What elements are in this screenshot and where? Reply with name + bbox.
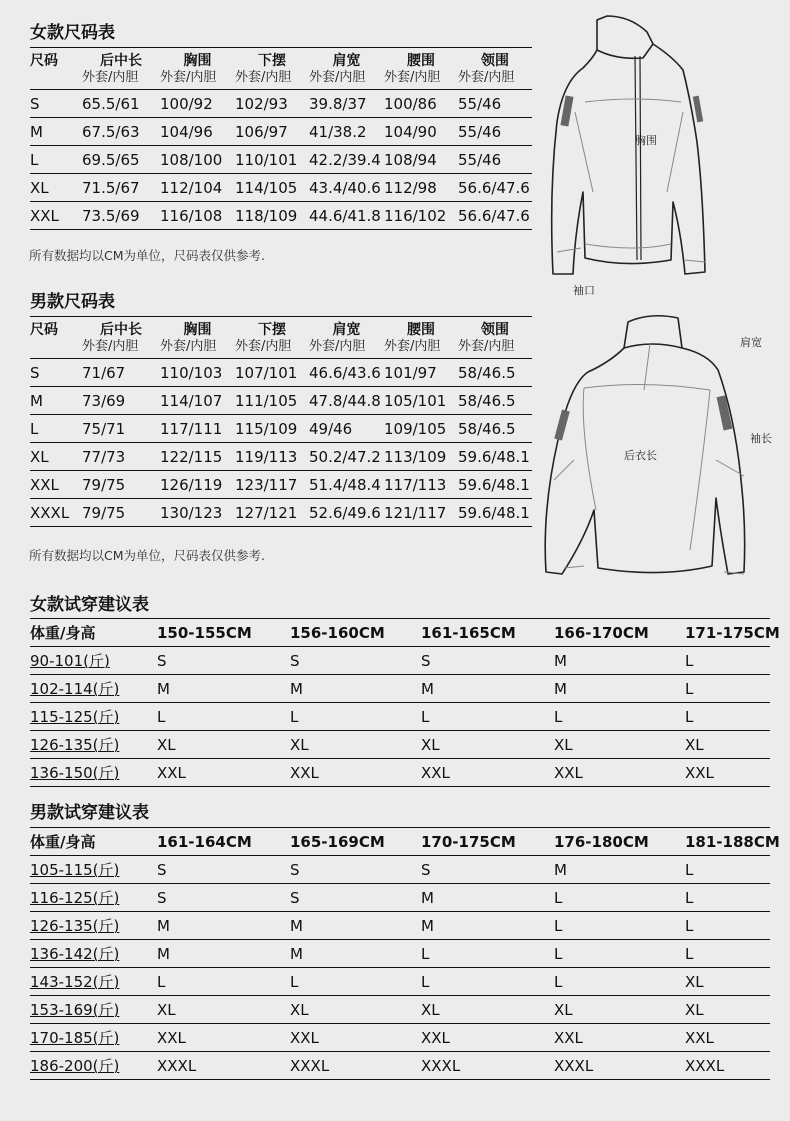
recommended-size-cell: XXXL bbox=[554, 1056, 594, 1075]
measurement-cell: 101/97 bbox=[384, 363, 437, 382]
table-row bbox=[30, 146, 532, 174]
measurement-cell: 55/46 bbox=[458, 122, 502, 141]
measurement-cell: 55/46 bbox=[458, 94, 502, 113]
column-header-sublabel: 外套/内胆 bbox=[235, 339, 292, 354]
women-size-table bbox=[30, 47, 532, 230]
men-fit-chart-title: 男款试穿建议表 bbox=[30, 803, 149, 823]
measurement-cell: 130/123 bbox=[160, 503, 223, 522]
column-header bbox=[235, 317, 309, 359]
measurement-cell: 100/92 bbox=[160, 94, 213, 113]
recommended-size-cell: S bbox=[421, 651, 431, 670]
column-header-sublabel: 外套/内胆 bbox=[384, 70, 441, 85]
recommended-size-cell: L bbox=[685, 651, 694, 670]
recommended-size-cell: XL bbox=[421, 735, 440, 754]
table-row bbox=[30, 703, 770, 731]
table-header-row bbox=[30, 828, 770, 856]
measurement-cell: 116/108 bbox=[160, 206, 223, 225]
recommended-size-cell: XL bbox=[685, 1000, 704, 1019]
men-size-table bbox=[30, 316, 532, 527]
cuff-label: 袖口 bbox=[573, 284, 595, 297]
measurement-cell: 75/71 bbox=[82, 419, 126, 438]
recommended-size-cell: XXL bbox=[685, 1028, 714, 1047]
recommended-size-cell: XXL bbox=[157, 763, 186, 782]
column-header-label: 后中长 bbox=[100, 53, 142, 69]
measurement-cell: 126/119 bbox=[160, 475, 223, 494]
table-row bbox=[30, 968, 770, 996]
measurement-cell: 47.8/44.8 bbox=[309, 391, 381, 410]
column-header: 161-164CM bbox=[157, 832, 252, 851]
measurement-cell: 102/93 bbox=[235, 94, 288, 113]
recommended-size-cell: L bbox=[685, 916, 694, 935]
recommended-size-cell: XXXL bbox=[685, 1056, 725, 1075]
column-header bbox=[82, 48, 160, 90]
measurement-cell: 56.6/47.6 bbox=[458, 206, 530, 225]
measurement-cell: 114/107 bbox=[160, 391, 223, 410]
recommended-size-cell: XL bbox=[685, 735, 704, 754]
recommended-size-cell: S bbox=[290, 651, 300, 670]
measurement-cell: 111/105 bbox=[235, 391, 298, 410]
table-header-row bbox=[30, 619, 770, 647]
weight-range-cell: 102-114(斤) bbox=[30, 680, 120, 698]
column-header: 176-180CM bbox=[554, 832, 649, 851]
measurement-cell: 77/73 bbox=[82, 447, 126, 466]
recommended-size-cell: L bbox=[685, 679, 694, 698]
weight-range-cell: 126-135(斤) bbox=[30, 917, 120, 935]
measurement-cell: 104/96 bbox=[160, 122, 213, 141]
table-row bbox=[30, 443, 532, 471]
measurement-cell: 108/94 bbox=[384, 150, 437, 169]
measurement-cell: 44.6/41.8 bbox=[309, 206, 381, 225]
recommended-size-cell: M bbox=[554, 679, 567, 698]
measurement-cell: 122/115 bbox=[160, 447, 223, 466]
recommended-size-cell: L bbox=[290, 707, 299, 726]
recommended-size-cell: XL bbox=[421, 1000, 440, 1019]
measurement-cell: 123/117 bbox=[235, 475, 298, 494]
jacket-back-icon bbox=[540, 310, 785, 580]
recommended-size-cell: M bbox=[157, 944, 170, 963]
column-header-label: 胸围 bbox=[183, 53, 212, 69]
shoulder-width-label: 肩宽 bbox=[740, 336, 762, 349]
size-cell: M bbox=[30, 122, 43, 141]
recommended-size-cell: M bbox=[290, 679, 303, 698]
weight-range-cell: 136-150(斤) bbox=[30, 764, 120, 782]
measurement-cell: 71.5/67 bbox=[82, 178, 140, 197]
table-row bbox=[30, 1052, 770, 1080]
recommended-size-cell: XL bbox=[290, 1000, 309, 1019]
measurement-cell: 109/105 bbox=[384, 419, 447, 438]
column-header-label: 肩宽 bbox=[332, 322, 361, 338]
measurement-cell: 41/38.2 bbox=[309, 122, 367, 141]
size-cell: XL bbox=[30, 447, 49, 466]
back-jacket-illustration bbox=[540, 310, 785, 580]
recommended-size-cell: XXXL bbox=[290, 1056, 330, 1075]
measurement-cell: 39.8/37 bbox=[309, 94, 367, 113]
recommended-size-cell: L bbox=[685, 888, 694, 907]
recommended-size-cell: L bbox=[421, 972, 430, 991]
size-cell: XXL bbox=[30, 206, 59, 225]
weight-range-cell: 186-200(斤) bbox=[30, 1057, 120, 1075]
size-cell: S bbox=[30, 94, 40, 113]
table-row bbox=[30, 471, 532, 499]
recommended-size-cell: M bbox=[421, 916, 434, 935]
measurement-cell: 114/105 bbox=[235, 178, 298, 197]
table-row bbox=[30, 90, 532, 118]
measurement-cell: 71/67 bbox=[82, 363, 126, 382]
recommended-size-cell: M bbox=[421, 679, 434, 698]
recommended-size-cell: XXL bbox=[685, 763, 714, 782]
women-fit-table bbox=[30, 618, 780, 787]
recommended-size-cell: L bbox=[290, 972, 299, 991]
size-cell: S bbox=[30, 363, 40, 382]
column-header-label: 后中长 bbox=[100, 322, 142, 338]
table-row bbox=[30, 359, 532, 387]
weight-range-cell: 153-169(斤) bbox=[30, 1001, 120, 1019]
recommended-size-cell: XXL bbox=[554, 763, 583, 782]
column-header-label: 领围 bbox=[481, 322, 509, 338]
measurement-cell: 67.5/63 bbox=[82, 122, 140, 141]
measurement-cell: 127/121 bbox=[235, 503, 298, 522]
recommended-size-cell: M bbox=[421, 888, 434, 907]
back-length-label: 后衣长 bbox=[624, 449, 657, 462]
recommended-size-cell: L bbox=[554, 944, 563, 963]
column-header-sublabel: 外套/内胆 bbox=[235, 70, 292, 85]
recommended-size-cell: XL bbox=[157, 1000, 176, 1019]
recommended-size-cell: XL bbox=[157, 735, 176, 754]
recommended-size-cell: XL bbox=[290, 735, 309, 754]
recommended-size-cell: L bbox=[554, 972, 563, 991]
recommended-size-cell: M bbox=[554, 860, 567, 879]
size-cell: L bbox=[30, 419, 39, 438]
table-row bbox=[30, 202, 532, 230]
recommended-size-cell: L bbox=[157, 707, 166, 726]
size-cell: XL bbox=[30, 178, 49, 197]
measurement-cell: 105/101 bbox=[384, 391, 447, 410]
recommended-size-cell: S bbox=[157, 888, 167, 907]
weight-range-cell: 116-125(斤) bbox=[30, 889, 120, 907]
table-row bbox=[30, 759, 770, 787]
column-header: 体重/身高 bbox=[30, 624, 96, 642]
table-row bbox=[30, 884, 770, 912]
table-row bbox=[30, 499, 532, 527]
weight-range-cell: 136-142(斤) bbox=[30, 945, 120, 963]
size-cell: XXL bbox=[30, 475, 59, 494]
table-row bbox=[30, 996, 770, 1024]
table-header-row bbox=[30, 48, 532, 90]
recommended-size-cell: S bbox=[157, 651, 167, 670]
column-header-sublabel: 外套/内胆 bbox=[160, 339, 217, 354]
men-size-note: 所有数据均以CM为单位，尺码表仅供参考. bbox=[29, 548, 265, 563]
table-header-row bbox=[30, 317, 532, 359]
measurement-cell: 104/90 bbox=[384, 122, 437, 141]
recommended-size-cell: L bbox=[554, 916, 563, 935]
measurement-cell: 73/69 bbox=[82, 391, 126, 410]
column-header-label: 尺码 bbox=[30, 322, 58, 338]
column-header bbox=[82, 317, 160, 359]
column-header-label: 腰围 bbox=[407, 53, 435, 69]
column-header-sublabel: 外套/内胆 bbox=[458, 70, 515, 85]
column-header: 156-160CM bbox=[290, 623, 385, 642]
table-row bbox=[30, 174, 532, 202]
front-jacket-illustration bbox=[545, 12, 760, 297]
recommended-size-cell: XXL bbox=[421, 1028, 450, 1047]
column-header bbox=[309, 48, 384, 90]
measurement-cell: 100/86 bbox=[384, 94, 437, 113]
measurement-cell: 65.5/61 bbox=[82, 94, 140, 113]
measurement-cell: 116/102 bbox=[384, 206, 447, 225]
recommended-size-cell: XXL bbox=[157, 1028, 186, 1047]
column-header: 166-170CM bbox=[554, 623, 649, 642]
weight-range-cell: 126-135(斤) bbox=[30, 736, 120, 754]
table-row bbox=[30, 415, 532, 443]
recommended-size-cell: L bbox=[157, 972, 166, 991]
measurement-cell: 43.4/40.6 bbox=[309, 178, 381, 197]
measurement-cell: 117/111 bbox=[160, 419, 223, 438]
weight-range-cell: 170-185(斤) bbox=[30, 1029, 120, 1047]
table-row bbox=[30, 647, 770, 675]
table-row bbox=[30, 731, 770, 759]
column-header bbox=[458, 317, 532, 359]
column-header-label: 尺码 bbox=[30, 53, 58, 69]
column-header-sublabel: 外套/内胆 bbox=[82, 70, 139, 85]
recommended-size-cell: XXXL bbox=[157, 1056, 197, 1075]
measurement-cell: 46.6/43.6 bbox=[309, 363, 381, 382]
weight-range-cell: 143-152(斤) bbox=[30, 973, 120, 991]
weight-range-cell: 115-125(斤) bbox=[30, 708, 120, 726]
column-header-label: 肩宽 bbox=[332, 53, 361, 69]
recommended-size-cell: XXL bbox=[554, 1028, 583, 1047]
measurement-cell: 113/109 bbox=[384, 447, 447, 466]
column-header bbox=[160, 48, 235, 90]
measurement-cell: 112/98 bbox=[384, 178, 437, 197]
column-header bbox=[309, 317, 384, 359]
column-header-sublabel: 外套/内胆 bbox=[309, 339, 366, 354]
recommended-size-cell: L bbox=[685, 860, 694, 879]
table-row bbox=[30, 940, 770, 968]
column-header bbox=[160, 317, 235, 359]
measurement-cell: 107/101 bbox=[235, 363, 298, 382]
recommended-size-cell: S bbox=[157, 860, 167, 879]
measurement-cell: 55/46 bbox=[458, 150, 502, 169]
column-header-sublabel: 外套/内胆 bbox=[82, 339, 139, 354]
recommended-size-cell: M bbox=[554, 651, 567, 670]
women-size-note: 所有数据均以CM为单位，尺码表仅供参考. bbox=[29, 248, 265, 263]
measurement-cell: 108/100 bbox=[160, 150, 223, 169]
measurement-cell: 58/46.5 bbox=[458, 391, 516, 410]
weight-range-cell: 105-115(斤) bbox=[30, 861, 120, 879]
column-header-sublabel: 外套/内胆 bbox=[309, 70, 366, 85]
recommended-size-cell: M bbox=[157, 679, 170, 698]
table-row bbox=[30, 912, 770, 940]
recommended-size-cell: XL bbox=[554, 1000, 573, 1019]
measurement-cell: 118/109 bbox=[235, 206, 298, 225]
measurement-cell: 112/104 bbox=[160, 178, 223, 197]
measurement-cell: 52.6/49.6 bbox=[309, 503, 381, 522]
column-header-label: 下摆 bbox=[258, 322, 286, 338]
measurement-cell: 79/75 bbox=[82, 475, 126, 494]
column-header-label: 腰围 bbox=[407, 322, 435, 338]
measurement-cell: 58/46.5 bbox=[458, 419, 516, 438]
recommended-size-cell: L bbox=[685, 707, 694, 726]
column-header: 体重/身高 bbox=[30, 833, 96, 851]
column-header: 171-175CM bbox=[685, 623, 780, 642]
measurement-cell: 50.2/47.2 bbox=[309, 447, 381, 466]
recommended-size-cell: L bbox=[421, 707, 430, 726]
chest-label: 胸围 bbox=[635, 134, 657, 147]
women-fit-chart-title: 女款试穿建议表 bbox=[30, 595, 149, 615]
table-row bbox=[30, 675, 770, 703]
table-row bbox=[30, 856, 770, 884]
size-cell: M bbox=[30, 391, 43, 410]
men-fit-table bbox=[30, 827, 780, 1080]
recommended-size-cell: S bbox=[290, 860, 300, 879]
measurement-cell: 110/101 bbox=[235, 150, 298, 169]
column-header-sublabel: 外套/内胆 bbox=[384, 339, 441, 354]
recommended-size-cell: XXL bbox=[290, 763, 319, 782]
weight-range-cell: 90-101(斤) bbox=[30, 652, 110, 670]
column-header bbox=[458, 48, 532, 90]
column-header-sublabel: 外套/内胆 bbox=[160, 70, 217, 85]
column-header: 181-188CM bbox=[685, 832, 780, 851]
measurement-cell: 73.5/69 bbox=[82, 206, 140, 225]
measurement-cell: 69.5/65 bbox=[82, 150, 140, 169]
recommended-size-cell: XXL bbox=[290, 1028, 319, 1047]
women-size-chart-title: 女款尺码表 bbox=[30, 23, 115, 43]
column-header: 150-155CM bbox=[157, 623, 252, 642]
column-header: 170-175CM bbox=[421, 832, 516, 851]
table-row bbox=[30, 118, 532, 146]
recommended-size-cell: XXXL bbox=[421, 1056, 461, 1075]
men-size-chart-title: 男款尺码表 bbox=[30, 292, 115, 312]
recommended-size-cell: M bbox=[157, 916, 170, 935]
measurement-cell: 58/46.5 bbox=[458, 363, 516, 382]
recommended-size-cell: XXL bbox=[421, 763, 450, 782]
measurement-cell: 110/103 bbox=[160, 363, 223, 382]
sleeve-length-label: 袖长 bbox=[750, 432, 772, 445]
measurement-cell: 51.4/48.4 bbox=[309, 475, 381, 494]
column-header bbox=[30, 317, 82, 359]
measurement-cell: 59.6/48.1 bbox=[458, 475, 530, 494]
measurement-cell: 115/109 bbox=[235, 419, 298, 438]
measurement-cell: 106/97 bbox=[235, 122, 288, 141]
recommended-size-cell: L bbox=[554, 707, 563, 726]
recommended-size-cell: L bbox=[421, 944, 430, 963]
recommended-size-cell: S bbox=[290, 888, 300, 907]
column-header-label: 下摆 bbox=[258, 53, 286, 69]
column-header-sublabel: 外套/内胆 bbox=[458, 339, 515, 354]
measurement-cell: 42.2/39.4 bbox=[309, 150, 381, 169]
column-header-label: 胸围 bbox=[183, 322, 212, 338]
recommended-size-cell: XL bbox=[554, 735, 573, 754]
column-header-label: 领围 bbox=[481, 53, 509, 69]
measurement-cell: 59.6/48.1 bbox=[458, 503, 530, 522]
recommended-size-cell: L bbox=[685, 944, 694, 963]
recommended-size-cell: XL bbox=[685, 972, 704, 991]
column-header bbox=[30, 48, 82, 90]
column-header bbox=[384, 48, 458, 90]
measurement-cell: 121/117 bbox=[384, 503, 447, 522]
measurement-cell: 117/113 bbox=[384, 475, 447, 494]
measurement-cell: 79/75 bbox=[82, 503, 126, 522]
column-header: 165-169CM bbox=[290, 832, 385, 851]
measurement-cell: 59.6/48.1 bbox=[458, 447, 530, 466]
measurement-cell: 56.6/47.6 bbox=[458, 178, 530, 197]
column-header bbox=[384, 317, 458, 359]
size-cell: XXXL bbox=[30, 503, 70, 522]
column-header bbox=[235, 48, 309, 90]
size-cell: L bbox=[30, 150, 39, 169]
measurement-cell: 49/46 bbox=[309, 419, 353, 438]
measurement-cell: 119/113 bbox=[235, 447, 298, 466]
table-row bbox=[30, 387, 532, 415]
column-header: 161-165CM bbox=[421, 623, 516, 642]
table-row bbox=[30, 1024, 770, 1052]
recommended-size-cell: L bbox=[554, 888, 563, 907]
recommended-size-cell: M bbox=[290, 944, 303, 963]
recommended-size-cell: M bbox=[290, 916, 303, 935]
recommended-size-cell: S bbox=[421, 860, 431, 879]
